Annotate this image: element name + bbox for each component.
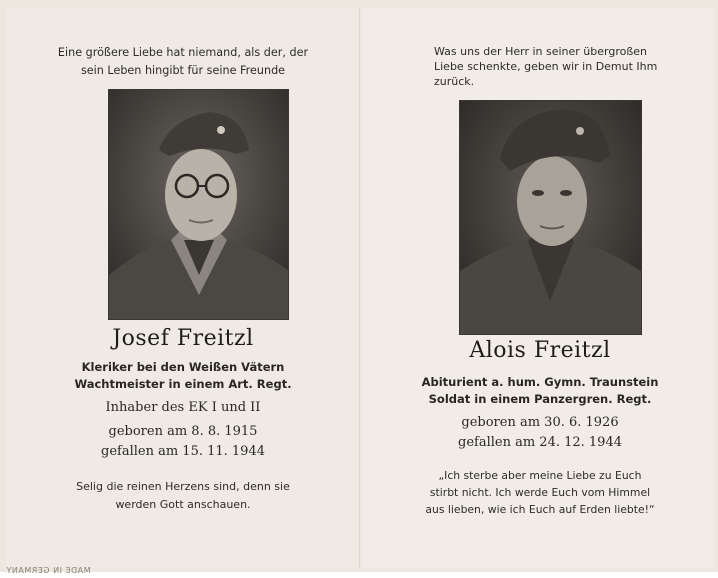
right-bottom-verse-line: aus lieben, wie ich Euch auf Erden liebte!“ — [425, 503, 655, 516]
right-top-verse-line: Liebe schenkte, geben wir in Demut Ihm — [434, 60, 658, 73]
right-bottom-verse — [364, 467, 716, 518]
josef-title-line: Wachtmeister in einem Art. Regt. — [74, 377, 292, 391]
josef-name: Josef Freitzl — [112, 326, 254, 351]
josef-titles — [6, 359, 360, 393]
left-top-verse-line: sein Leben hingibt für seine Freunde — [80, 64, 286, 77]
right-bottom-verse-line: „Ich sterbe aber meine Liebe zu Euch — [438, 469, 642, 482]
alois-portrait-image — [460, 101, 641, 334]
right-bottom-verse-line: stirbt nicht. Ich werde Euch vom Himmel — [429, 486, 651, 499]
alois-dates — [364, 413, 716, 453]
josef-title-line: Kleriker bei den Weißen Vätern — [81, 360, 285, 374]
alois-birth-date: geboren am 30. 6. 1926 — [461, 415, 619, 430]
josef-portrait-photo — [108, 89, 289, 320]
josef-dates — [6, 422, 360, 462]
alois-title-line: Abiturient a. hum. Gymn. Traunstein — [421, 375, 659, 389]
josef-award: Inhaber des EK I und II — [105, 400, 261, 415]
left-bottom-verse-line: Selig die reinen Herzens sind, denn sie — [76, 480, 290, 493]
josef-portrait-image — [109, 90, 288, 319]
left-bottom-verse-line: werden Gott anschauen. — [115, 498, 251, 511]
left-bottom-verse — [6, 478, 360, 514]
alois-portrait-photo — [459, 100, 642, 335]
josef-death-date: gefallen am 15. 11. 1944 — [101, 444, 265, 459]
alois-name: Alois Freitzl — [469, 338, 611, 363]
right-top-verse — [434, 44, 704, 89]
alois-death-date: gefallen am 24. 12. 1944 — [458, 435, 622, 450]
left-panel — [6, 8, 360, 568]
alois-titles — [364, 374, 716, 408]
imprint-text: MADE IN GERMANY — [6, 566, 91, 575]
left-top-verse — [6, 44, 360, 80]
josef-birth-date: geboren am 8. 8. 1915 — [108, 424, 258, 439]
right-panel — [362, 8, 714, 568]
right-top-verse-line: Was uns der Herr in seiner übergroßen — [434, 45, 648, 58]
left-top-verse-line: Eine größere Liebe hat niemand, als der, der — [57, 46, 309, 59]
right-top-verse-line: zurück. — [434, 75, 475, 88]
alois-title-line: Soldat in einem Panzergren. Regt. — [428, 392, 652, 406]
